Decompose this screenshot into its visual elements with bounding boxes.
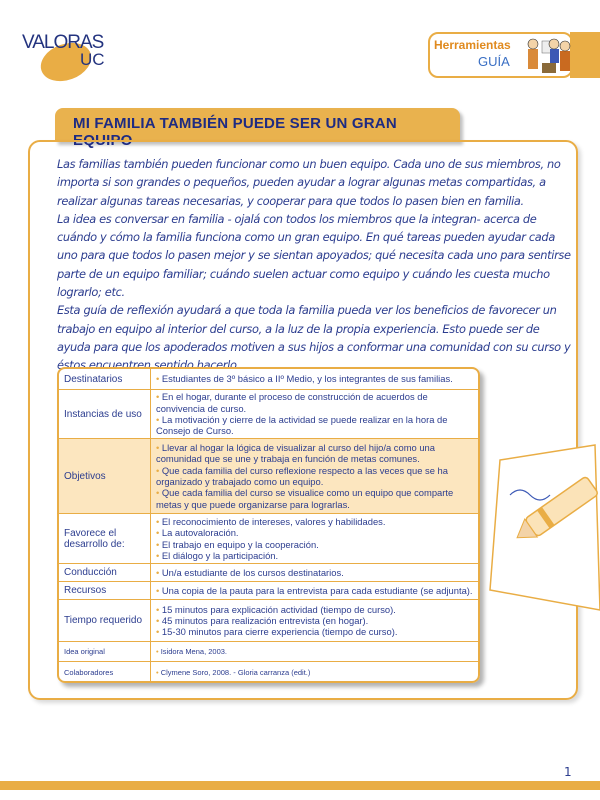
table-row [59,642,478,662]
page-title: MI FAMILIA TAMBIÉN PUEDE SER UN GRAN EQUIPO [73,115,397,149]
badge-subtitle: GUÍA [478,54,510,69]
row-item: • 15-30 minutos para cierre experiencia (tiempo de curso). [156,626,473,637]
row-item: • Llevar al hogar la lógica de visualizar al curso del hijo/a como una comunidad que se une y trabaja en función de metas comunes. [156,442,473,465]
row-item: • El trabajo en equipo y la cooperación. [156,539,473,550]
row-item: • Que cada familia del curso se visualice como un equipo que comparte metas y que puede organizarse para lograrlas. [156,487,473,510]
row-label: Recursos [59,582,151,599]
intro-text [57,155,573,375]
row-label: Colaboradores [59,662,151,683]
row-item: • Estudiantes de 3º básico a IIº Medio, y los integrantes de sus familias. [156,373,473,384]
row-item: • Una copia de la pauta para la entrevista para cada estudiante (se adjunta). [156,585,473,596]
table-row [59,369,478,390]
row-item: • Clymene Soro, 2008. - Gloria carranza (edit.) [156,667,473,678]
logo-subtext: UC [80,50,105,69]
table-row [59,439,478,514]
intro-paragraph: Las familias también pueden funcionar como un buen equipo. Cada uno de sus miembros, no importa si son grandes o pequeños, pueden ayudar a lograr algunas metas compartidas, a realizar algunas tareas necesarias, y cooperar para que todos lo pasen bien en familia. [57,157,561,208]
row-item: • 45 minutos para realización entrevista (en hogar). [156,615,473,626]
row-label: Idea original [59,642,151,661]
table-row [59,600,478,642]
page-number: 1 [564,765,572,779]
row-item: • Isidora Mena, 2003. [156,646,473,657]
table-row [59,582,478,600]
page-title-tab [55,108,460,149]
table-row [59,514,478,564]
intro-paragraph: La idea es conversar en familia - ojalá con todos los miembros que la integran- acerca de cuándo y cómo la familia funciona como un gran equipo. En qué tareas pueden ayudar cada uno para que todos lo pasen mejor y se sientan apoyados; qué necesita cada uno para sentirse parte de un equipo familiar; cuándo suelen actuar como equipo y cuándo les cuesta mucho lograrlo; etc. [57,211,571,300]
footer-bar [0,781,600,790]
row-item: • El diálogo y la participación. [156,550,473,561]
row-item: • El reconocimiento de intereses, valores y habilidades. [156,516,473,527]
table-row [59,662,478,683]
row-label: Destinatarios [59,369,151,389]
table-row [59,564,478,582]
children-illustration-icon [524,35,572,75]
row-label: Tiempo requerido [59,600,151,641]
row-item: • Que cada familia del curso reflexione respecto a las veces que se ha organizado y trabajado como un equipo. [156,465,473,488]
badge-title: Herramientas [434,38,511,52]
valoras-uc-logo [20,28,120,78]
row-item: • La autovaloración. [156,527,473,538]
table-row [59,390,478,439]
row-label: Objetivos [59,439,151,513]
row-label: Instancias de uso [59,390,151,438]
row-label: Favorece el desarrollo de: [59,514,151,563]
row-item: • La motivación y cierre de la actividad se puede realizar en la hora de Consejo de Curso. [156,414,473,437]
row-label: Conducción [59,564,151,581]
activity-info-table [57,367,480,683]
intro-paragraph: Esta guía de reflexión ayudará a que toda la familia pueda ver los beneficios de favorecer un trabajo en equipo al interior del curso, a la luz de la propia experiencia. Esto puede ser de ayuda para que los apoderados motiven a sus hijos a conformar una comunidad con su curso y éstos encuentren sentido hacerlo. [57,303,571,373]
herramientas-guia-badge [428,32,600,78]
row-item: • En el hogar, durante el proceso de construcción de acuerdos de convivencia de curso. [156,391,473,414]
logo-text: VALORAS [22,32,104,53]
row-item: • Un/a estudiante de los cursos destinatarios. [156,567,473,578]
pencil-paper-illustration-icon [470,440,600,620]
row-item: • 15 minutos para explicación actividad (tiempo de curso). [156,604,473,615]
